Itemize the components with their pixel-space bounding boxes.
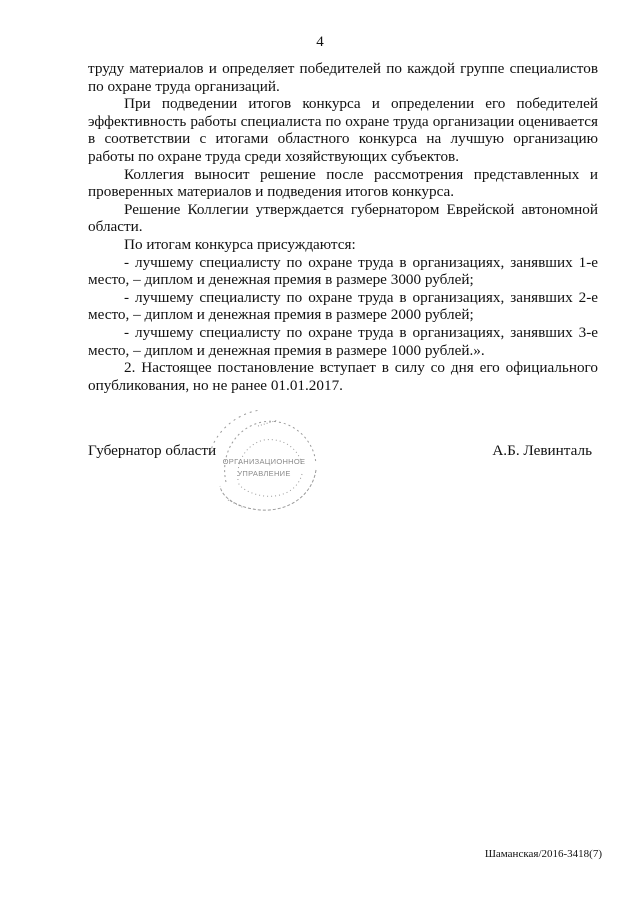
list-item: - лучшему специалисту по охране труда в организациях, занявших 1-е место, – диплом и денежная премия в размере 3000 рублей; — [88, 253, 598, 289]
svg-text:УПРАВЛЕНИЕ: УПРАВЛЕНИЕ — [237, 469, 291, 478]
list-item: - лучшему специалисту по охране труда в организациях, занявших 2-е место, – диплом и денежная премия в размере 2000 рублей; — [88, 288, 598, 324]
official-stamp — [198, 404, 328, 522]
paragraph: По итогам конкурса присуждаются: — [124, 235, 356, 253]
paragraph: При подведении итогов конкурса и определении его победителей эффективность работы специалиста по охране труда организации оценивается в соответствии с итогами областного конкурса на лучшую организацию работы по охране труда среди хозяйствующих субъектов. — [88, 95, 598, 165]
paragraph: 2. Настоящее постановление вступает в силу со дня его официального опубликования, но не ранее 01.01.2017. — [88, 359, 598, 394]
signer-position: Губернатор области — [88, 442, 217, 459]
svg-text:ОРГАНИЗАЦИОННОЕ: ОРГАНИЗАЦИОННОЕ — [222, 457, 306, 466]
document-code: Шаманская/2016-3418(7) — [484, 848, 602, 860]
paragraph: труду материалов и определяет победителей по каждой группе специалистов по охране труда организаций. — [88, 60, 598, 95]
document-body — [88, 60, 598, 394]
paragraph: Решение Коллегии утверждается губернатором Еврейской автономной области. — [88, 200, 598, 236]
list-item: - лучшему специалисту по охране труда в организациях, занявших 3-е место, – диплом и денежная премия в размере 1000 рублей.». — [88, 323, 598, 359]
signer-name: А.Б. Левинталь — [492, 442, 592, 459]
paragraph: Коллегия выносит решение после рассмотрения представленных и проверенных материалов и подведения итогов конкурса. — [88, 165, 598, 201]
page-number: 4 — [316, 34, 324, 50]
